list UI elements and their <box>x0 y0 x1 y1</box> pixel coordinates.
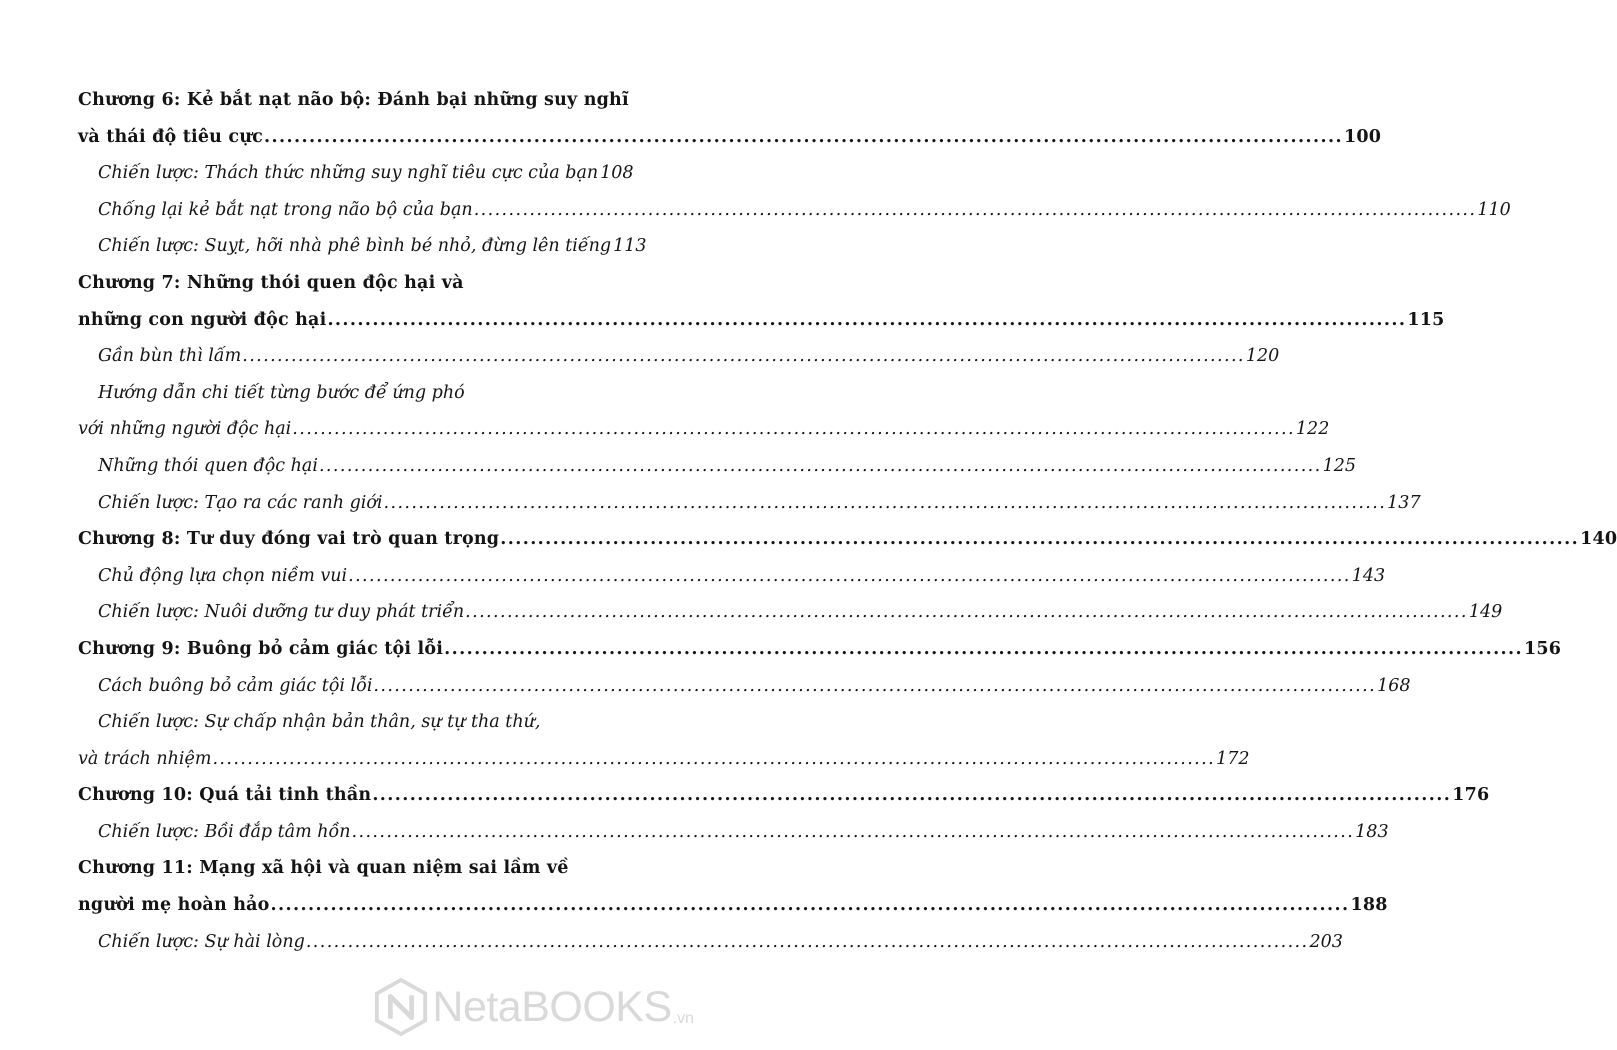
page-number: 100 <box>1343 126 1382 147</box>
toc-line <box>78 814 1389 851</box>
page-number: 143 <box>1351 565 1386 586</box>
toc-line <box>78 668 1411 705</box>
toc-entry-title: Chống lại kẻ bắt nạt trong não bộ của bạn <box>98 199 473 220</box>
page-number: 110 <box>1477 199 1511 220</box>
toc-line <box>78 594 1503 631</box>
toc-entry-title: những con người độc hại <box>78 309 327 330</box>
dot-leader: ................................................................................................................................................ <box>270 895 1350 916</box>
toc-entry-title: Chương 9: Buông bỏ cảm giác tội lỗi <box>78 638 444 659</box>
dot-leader: ................................................................................................................................................ <box>473 199 1477 220</box>
page-number: 122 <box>1295 419 1330 440</box>
toc-entry-title: Chiến lược: Tạo ra các ranh giới <box>98 492 383 513</box>
toc-entry-title: Chiến lược: Thách thức những suy nghĩ tiêu cực của bạn <box>98 163 599 184</box>
toc-entry-title: Gần bùn thì lấm <box>98 346 242 367</box>
page-number: 113 <box>613 236 647 257</box>
toc-entry-title: với những người độc hại <box>78 419 292 440</box>
page-number: 137 <box>1387 492 1421 513</box>
dot-leader: ................................................................................................................................................ <box>327 309 1407 330</box>
toc-entry-title: Cách buông bỏ cảm giác tội lỗi <box>98 675 373 696</box>
page-number: 172 <box>1216 748 1250 769</box>
page-number: 183 <box>1355 821 1389 842</box>
toc-entry-title: và thái độ tiêu cực <box>78 126 264 147</box>
toc-line <box>78 338 1280 375</box>
dot-leader: ................................................................................................................................................ <box>351 821 1355 842</box>
dot-leader: ................................................................................................................................................ <box>318 455 1322 476</box>
toc-entry-title: Chương 6: Kẻ bắt nạt não bộ: Đánh bại những suy nghĩ <box>78 90 629 110</box>
toc-line <box>78 411 1330 448</box>
page-number: 203 <box>1309 931 1343 952</box>
toc-line <box>78 375 626 412</box>
toc-entry-title: người mẹ hoàn hảo <box>78 895 270 916</box>
page-number: 125 <box>1322 455 1357 476</box>
toc-entry-title: Chiến lược: Bồi đắp tâm hồn <box>98 821 351 842</box>
dot-leader: ................................................................................................................................................ <box>373 675 1377 696</box>
toc-entry-title: Chương 10: Quá tải tinh thần <box>78 785 372 806</box>
toc-entry-title: Chiến lược: Nuôi dưỡng tư duy phát triển <box>98 602 465 623</box>
toc-line <box>78 558 1386 595</box>
toc-line <box>78 192 1511 229</box>
dot-leader: ................................................................................................................................................ <box>305 931 1309 952</box>
toc-line <box>78 265 626 302</box>
toc-line <box>78 521 1617 558</box>
page-number: 149 <box>1468 602 1503 623</box>
dot-leader: ................................................................................................................................................ <box>212 748 1216 769</box>
toc-line <box>78 741 1250 778</box>
page-number: 108 <box>600 163 634 184</box>
neta-logo-icon <box>372 978 430 1036</box>
toc-entry-title: Hướng dẫn chi tiết từng bước để ứng phó <box>98 382 465 403</box>
page-number: 156 <box>1524 638 1562 659</box>
dot-leader: ................................................................................................................................................ <box>264 126 1343 147</box>
toc-entry-title: Chương 8: Tư duy đóng vai trò quan trọng <box>78 529 500 550</box>
page-number: 120 <box>1245 346 1280 367</box>
toc-entry-title: Những thói quen độc hại <box>98 455 318 476</box>
toc-line <box>78 119 1382 156</box>
toc-line <box>78 887 1388 924</box>
dot-leader: ................................................................................................................................................ <box>242 346 1245 367</box>
dot-leader: ................................................................................................................................................ <box>465 602 1468 623</box>
table-of-contents <box>78 82 1617 960</box>
toc-entry-title: Chủ động lựa chọn niềm vui <box>98 565 348 586</box>
dot-leader: ................................................................................................................................................ <box>292 419 1295 440</box>
toc-entry-title: Chiến lược: Suỵt, hỡi nhà phê bình bé nhỏ, đừng lên tiếng <box>98 236 612 257</box>
toc-line <box>78 704 626 741</box>
dot-leader: ................................................................................................................................................ <box>372 785 1452 806</box>
toc-entry-title: Chương 7: Những thói quen độc hại và <box>78 272 464 293</box>
toc-entry-title: Chiến lược: Sự hài lòng <box>98 931 305 952</box>
page-number: 140 <box>1580 529 1617 550</box>
watermark-suffix: .vn <box>672 1010 694 1027</box>
toc-entry-title: Chương 11: Mạng xã hội và quan niệm sai lầm về <box>78 858 569 879</box>
dot-leader: ................................................................................................................................................ <box>348 565 1351 586</box>
page-number: 176 <box>1452 785 1490 806</box>
dot-leader: ................................................................................................................................................ <box>383 492 1387 513</box>
toc-line <box>78 155 634 192</box>
toc-line <box>78 448 1357 485</box>
toc-entry-title: Chiến lược: Sự chấp nhận bản thân, sự tự tha thứ, <box>98 712 541 733</box>
page-number: 115 <box>1407 309 1445 330</box>
toc-line <box>78 485 1421 522</box>
toc-line <box>78 302 1445 339</box>
netabooks-watermark <box>372 978 694 1036</box>
dot-leader: ................................................................................................................................................ <box>444 638 1524 659</box>
toc-line <box>78 924 1343 961</box>
page-number: 168 <box>1377 675 1411 696</box>
dot-leader: ................................................................................................................................................ <box>500 529 1580 550</box>
watermark-brand: NetaBOOKS <box>432 982 672 1031</box>
toc-line <box>78 777 1490 814</box>
toc-entry-title: và trách nhiệm <box>78 748 212 769</box>
toc-line <box>78 631 1562 668</box>
page-number: 188 <box>1350 895 1388 916</box>
toc-line <box>78 82 629 119</box>
toc-line <box>78 228 647 265</box>
toc-line <box>78 850 626 887</box>
